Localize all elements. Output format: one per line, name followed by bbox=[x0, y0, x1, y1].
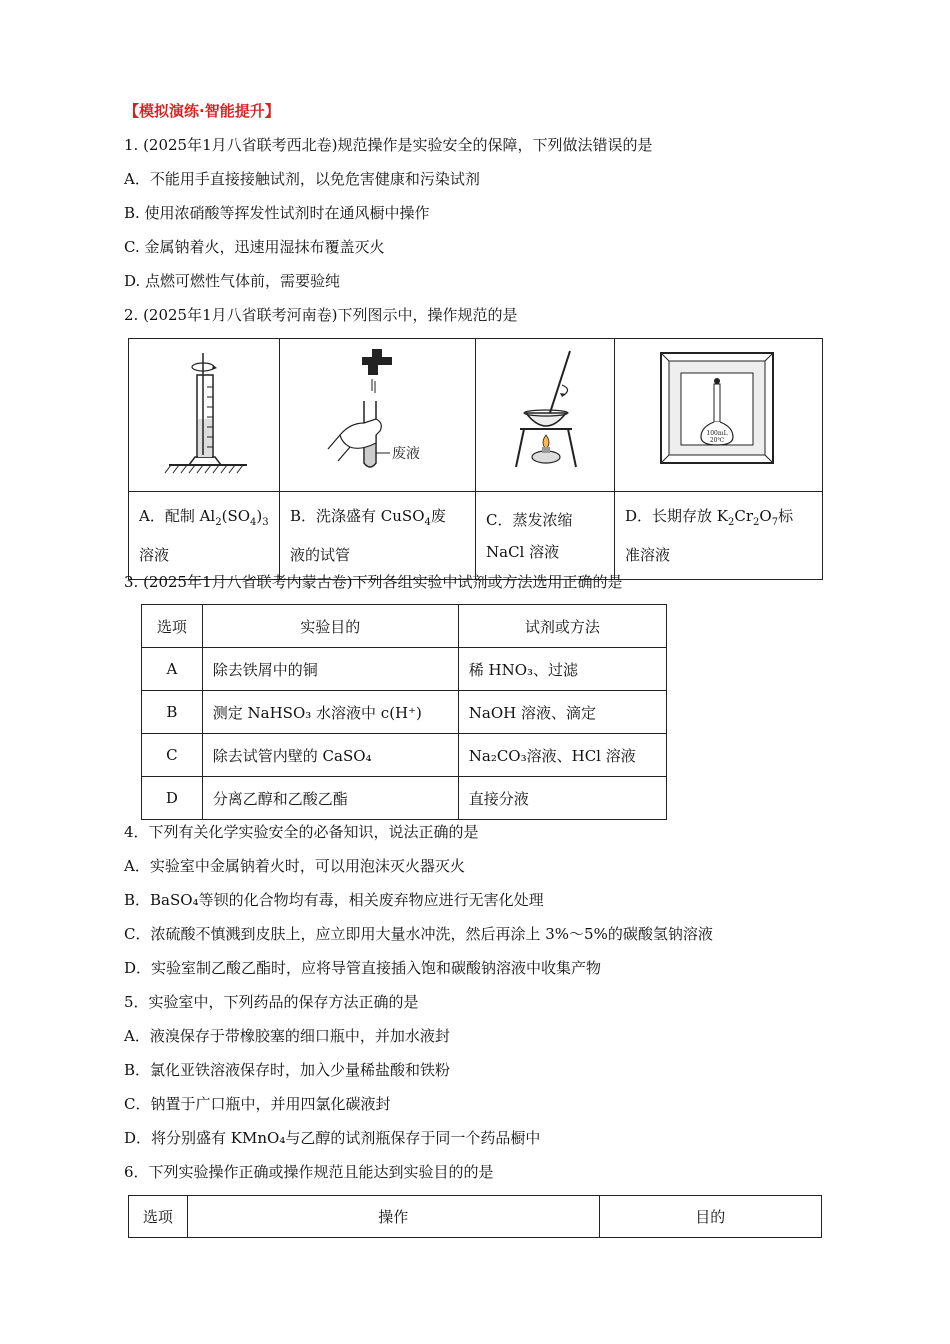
q1-option-c: C. 金属钠着火，迅速用湿抹布覆盖灭火 bbox=[124, 238, 385, 256]
q4-option-c: C．浓硫酸不慎溅到皮肤上，应立即用大量水冲洗，然后再涂上 3%～5%的碳酸氢钠溶液 bbox=[124, 925, 713, 943]
q3-header-method: 试剂或方法 bbox=[458, 605, 666, 648]
figure-cell-a bbox=[129, 339, 280, 492]
section-heading: 【模拟演练·智能提升】 bbox=[124, 102, 280, 120]
q6-header-purpose: 目的 bbox=[599, 1196, 821, 1238]
q3-stem: 3. (2025年1月八省联考内蒙古卷)下列各组实验中试剂或方法选用正确的是 bbox=[124, 573, 623, 591]
caption-c-text-2: NaCl 溶液 bbox=[486, 542, 560, 561]
q5-option-c: C．钠置于广口瓶中，并用四氯化碳液封 bbox=[124, 1095, 391, 1113]
q3-row-b-goal: 测定 NaHSO₃ 水溶液中 c(H⁺) bbox=[202, 691, 458, 734]
caption-a-text: A．配制 Al bbox=[139, 507, 216, 525]
q3-row-b-method: NaOH 溶液、滴定 bbox=[458, 691, 666, 734]
q4-stem: 4．下列有关化学实验安全的必备知识，说法正确的是 bbox=[124, 823, 479, 841]
table-row bbox=[142, 648, 667, 691]
q2-figure-table bbox=[128, 338, 823, 580]
evaporation-dish-figure bbox=[476, 339, 614, 487]
caption-a: A．配制 $Al_2(SO_4)_3$ 溶液 bbox=[129, 492, 280, 580]
q1-stem: 1. (2025年1月八省联考西北卷)规范操作是实验安全的保障，下列做法错误的是 bbox=[124, 136, 653, 154]
caption-b-text: B．洗涤盛有 CuSO bbox=[290, 507, 425, 525]
q3-row-c-goal: 除去试管内壁的 CaSO₄ bbox=[202, 734, 458, 777]
q1-option-a: A．不能用手直接接触试剂，以免危害健康和污染试剂 bbox=[124, 170, 480, 188]
q3-row-a-method: 稀 HNO₃、过滤 bbox=[458, 648, 666, 691]
q3-row-d-option: D bbox=[142, 777, 203, 820]
caption-d-text-1b: 标 bbox=[778, 507, 794, 525]
q5-option-d: D．将分别盛有 KMnO₄与乙醇的试剂瓶保存于同一个药品橱中 bbox=[124, 1129, 541, 1147]
caption-d: D．长期存放 $K_2Cr_2O_7$标 准溶液 bbox=[615, 492, 823, 580]
q3-table bbox=[141, 604, 667, 820]
volumetric-flask-figure bbox=[615, 339, 822, 487]
q6-table bbox=[128, 1195, 822, 1238]
waste-liquid-label: 废液 bbox=[392, 446, 420, 462]
q6-stem: 6．下列实验操作正确或操作规范且能达到实验目的的是 bbox=[124, 1163, 494, 1181]
flask-volume-label: 100mL bbox=[706, 430, 728, 437]
flask-temperature-label: 20℃ bbox=[709, 437, 725, 444]
table-row bbox=[142, 691, 667, 734]
q3-header-goal: 实验目的 bbox=[202, 605, 458, 648]
q6-header-operation: 操作 bbox=[187, 1196, 599, 1238]
q3-row-a-goal: 除去铁屑中的铜 bbox=[202, 648, 458, 691]
caption-a-text-2: 溶液 bbox=[139, 546, 170, 564]
q5-option-b: B．氯化亚铁溶液保存时，加入少量稀盐酸和铁粉 bbox=[124, 1061, 451, 1079]
q1-option-d: D. 点燃可燃性气体前，需要验纯 bbox=[124, 272, 341, 290]
test-tube-washing-figure bbox=[280, 339, 475, 487]
q3-row-b-option: B bbox=[142, 691, 203, 734]
q1-option-b: B. 使用浓硝酸等挥发性试剂时在通风橱中操作 bbox=[124, 204, 430, 222]
caption-c-text: C．蒸发浓缩 bbox=[486, 510, 573, 529]
caption-b-text-1b: 废 bbox=[430, 507, 446, 525]
figure-cell-d bbox=[615, 339, 823, 492]
q5-option-a: A．液溴保存于带橡胶塞的细口瓶中，并加水液封 bbox=[124, 1027, 450, 1045]
q3-header-option: 选项 bbox=[142, 605, 203, 648]
q4-option-b: B．BaSO₄等钡的化合物均有毒，相关废弃物应进行无害化处理 bbox=[124, 891, 544, 909]
caption-d-text: D．长期存放 K bbox=[625, 507, 729, 525]
q5-stem: 5．实验室中，下列药品的保存方法正确的是 bbox=[124, 993, 419, 1011]
q4-option-a: A．实验室中金属钠着火时，可以用泡沫灭火器灭火 bbox=[124, 857, 465, 875]
q3-row-d-method: 直接分液 bbox=[458, 777, 666, 820]
q3-row-a-option: A bbox=[142, 648, 203, 691]
q3-row-d-goal: 分离乙醇和乙酸乙酯 bbox=[202, 777, 458, 820]
figure-cell-c bbox=[476, 339, 615, 492]
q4-option-d: D．实验室制乙酸乙酯时，应将导管直接插入饱和碳酸钠溶液中收集产物 bbox=[124, 959, 602, 977]
q6-header-option: 选项 bbox=[129, 1196, 188, 1238]
q3-row-c-option: C bbox=[142, 734, 203, 777]
table-row bbox=[142, 777, 667, 820]
figure-cell-b bbox=[280, 339, 476, 492]
table-row bbox=[142, 734, 667, 777]
caption-c bbox=[476, 492, 615, 580]
caption-b-text-2: 液的试管 bbox=[290, 546, 351, 564]
graduated-cylinder-figure bbox=[129, 339, 279, 487]
q2-stem: 2. (2025年1月八省联考河南卷)下列图示中，操作规范的是 bbox=[124, 306, 518, 324]
caption-b: B．洗涤盛有 CuSO$_4$废 液的试管 bbox=[280, 492, 476, 580]
caption-d-text-2: 准溶液 bbox=[625, 546, 671, 564]
q3-row-c-method: Na₂CO₃溶液、HCl 溶液 bbox=[458, 734, 666, 777]
